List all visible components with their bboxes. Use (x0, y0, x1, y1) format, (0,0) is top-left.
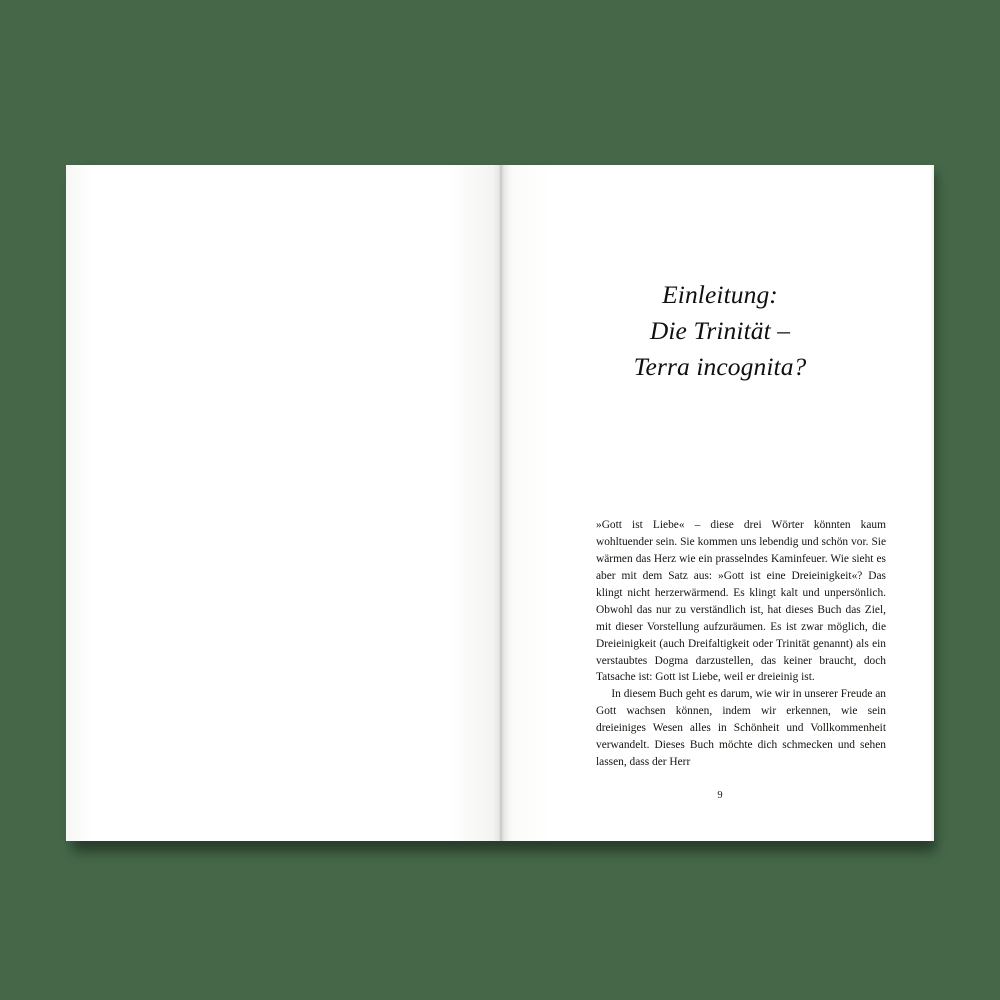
left-page (66, 165, 500, 841)
page-number: 9 (717, 790, 723, 801)
body-text (596, 517, 886, 771)
open-book (66, 165, 934, 841)
paragraph: »Gott ist Liebe« – diese drei Wörter könnten kaum wohltuender sein. Sie kommen uns lebendig und schön vor. Sie wärmen das Herz wie ein prasselndes Kaminfeuer. Wie sieht es aber mit dem Satz aus: »Gott ist eine Dreieinigkeit«? Das klingt nicht herzerwärmend. Es klingt kalt und unpersönlich. Obwohl das nur zu verständlich ist, hat dieses Buch das Ziel, mit dieser Vorstellung aufzuräumen. Es ist zwar möglich, die Dreieinigkeit (auch Dreifaltigkeit oder Trinität genannt) als ein verstaubtes Dogma darzustellen, das keiner braucht, doch Tatsache ist: Gott ist Liebe, weil er dreieinig ist. (596, 519, 886, 684)
chapter-title-line-1: Einleitung: (662, 280, 778, 309)
right-page (500, 165, 934, 841)
chapter-title-line-2: Die Trinität – (649, 316, 791, 346)
page-edge-shading (930, 165, 934, 841)
paragraph: In diesem Buch geht es darum, wie wir in unserer Freude an Gott wachsen können, indem wir erkennen, wie sein dreieiniges Wesen alles in Schönheit und Vollkommenheit verwandelt. Dieses Buch möchte dich schmecken und sehen lassen, dass der Herr (596, 688, 886, 769)
chapter-title-line-3: Terra incognita? (633, 352, 807, 382)
chapter-title (500, 277, 934, 386)
